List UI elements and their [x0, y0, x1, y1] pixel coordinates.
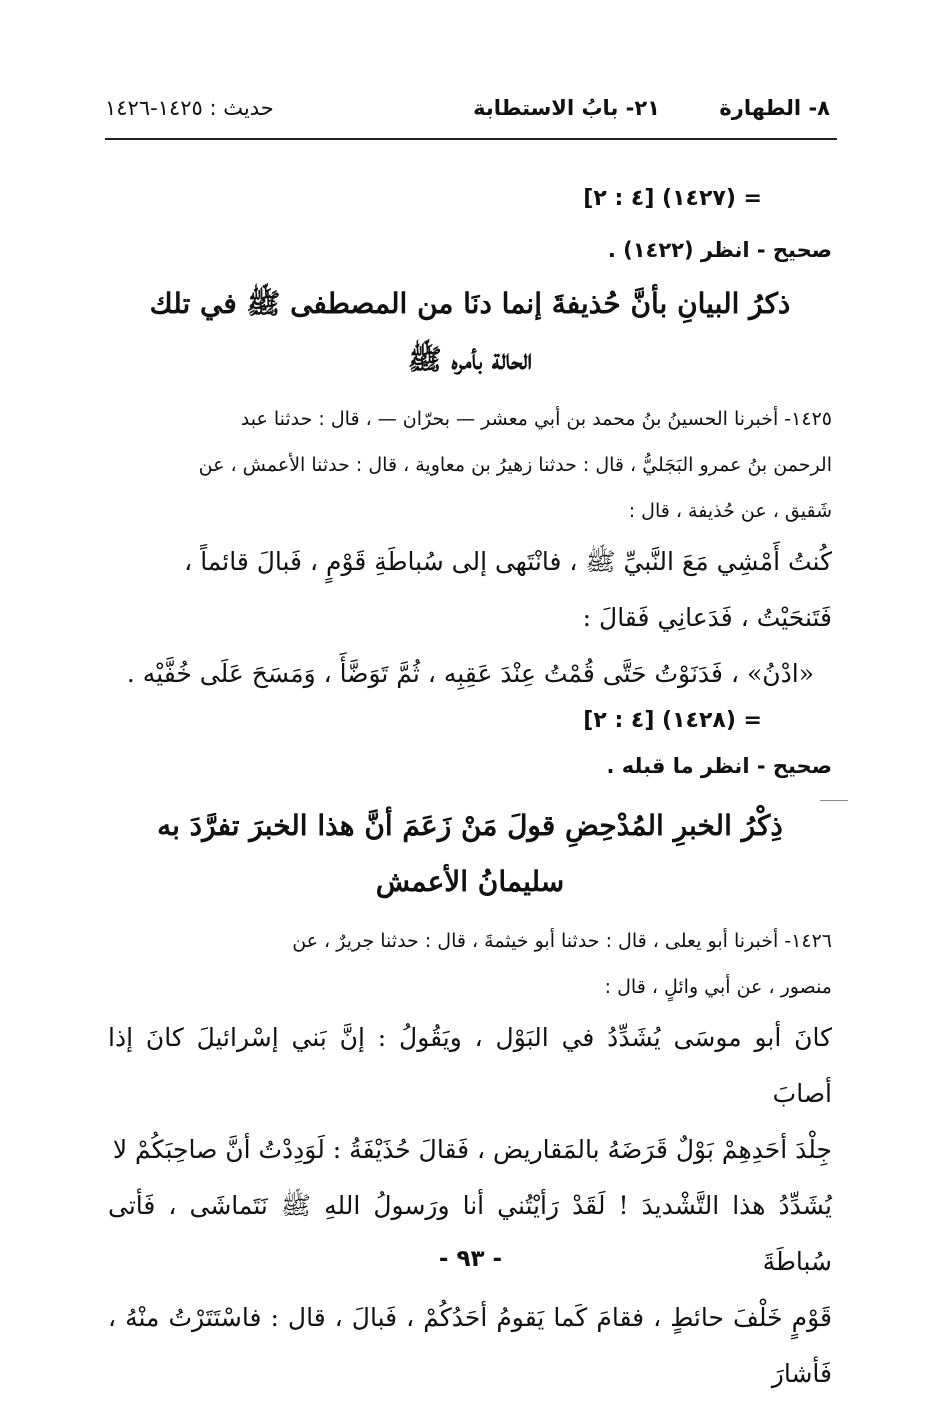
hadith-1425-isnad-line-3: شَقيق ، عن حُذيفة ، قال : — [628, 500, 832, 522]
reference-line-1427: = (١٤٢٧) [٤ : ٢] — [583, 186, 762, 211]
section-title-2 — [108, 798, 832, 910]
hadith-1426-matn-line-2: جِلْدَ أحَدِهِمْ بَوْلٌ قَرَضَهُ بالمَقاريض ، فَقالَ حُذَيْفَةُ : لَوَدِدْتُ أنَّ صاحِبَكُمْ لا — [112, 1135, 832, 1164]
header-bab: ٢١- بابُ الاستطابة — [473, 96, 660, 120]
hadith-1425-matn-line-3: «ادْنُ» ، فَدَنَوْتُ حَتَّى قُمْتُ عِنْدَ عَقِبِه ، ثُمَّ تَوَضَّأَ ، وَمَسَحَ عَلَى خُفَّيْه . — [126, 659, 814, 688]
hadith-1425-isnad-line-2: الرحمن بنُ عمرو البَجَليُّ ، قال : حدثنا زهيرُ بن معاوية ، قال : حدثنا الأعمش ، عن — [198, 454, 832, 476]
section-title-1-line-2: الحالة بأمره ﷺ — [407, 343, 533, 376]
page-body — [108, 180, 832, 1402]
section-title-2-line-1: ذِكْرُ الخبرِ المُدْحِضِ قولَ مَنْ زَعَمَ أنَّ هذا الخبرَ تفرَّدَ به — [157, 809, 783, 842]
hadith-1426-matn-line-3: يُشَدِّدُ هذا التَّشْديدَ ! لَقَدْ رَأيْتُني أنا ورَسولُ اللهِ ﷺ نَتَماشَى ، فَأتى سُباطَةَ — [108, 1191, 832, 1276]
hadith-1426-isnad-line-2: منصور ، عن أبي وائلٍ ، قال : — [604, 976, 832, 998]
section-title-1-line-1: ذكرُ البيانِ بأنَّ حُذيفةَ إنما دنَا من المصطفى ﷺ في تلك — [149, 287, 791, 320]
hadith-1426-matn-line-4: قَوْمٍ خَلْفَ حائطٍ ، فقامَ كَما يَقومُ أحَدُكُمْ ، فَبالَ ، قال : فاسْتَتَرْتُ منْهُ ، فَأشارَ — [108, 1303, 832, 1388]
hadith-1426 — [108, 918, 832, 1402]
section-title-1 — [108, 276, 832, 388]
hadith-1425-matn-line-1: كُنتُ أَمْشِي مَعَ النَّبيِّ ﷺ ، فانْتَهى إلى سُباطَةِ قَوْمٍ ، فَبالَ قائماً ، — [184, 547, 832, 576]
header-chapter: ٨- الطهارة — [719, 96, 830, 120]
hadith-1425 — [108, 396, 832, 702]
margin-dash — [820, 800, 848, 801]
header-divider — [105, 138, 837, 140]
grade-line-1: صحيح - انظر (١٤٢٢) . — [607, 238, 832, 262]
grade-line-2: صحيح - انظر ما قبله . — [606, 754, 832, 778]
header-hadith-range: حديث : ١٤٢٥-١٤٢٦ — [105, 96, 274, 120]
hadith-1426-isnad-line-1: ١٤٢٦- أخبرنا أبو يعلى ، قال : حدثنا أبو خيثمةَ ، قال : حدثنا جريرٌ ، عن — [292, 930, 832, 952]
reference-line-1428: = (١٤٢٨) [٤ : ٢] — [583, 708, 762, 733]
section-title-2-line-2: سليمانُ الأعمش — [375, 865, 565, 898]
hadith-1426-matn-line-1: كانَ أبو موسَى يُشَدِّدُ في البَوْل ، ويَقُولُ : إنَّ بَني إسْرائيلَ كانَ إذا أصابَ — [108, 1023, 832, 1108]
hadith-1425-isnad-line-1: ١٤٢٥- أخبرنا الحسينُ بنُ محمد بن أبي معشر — بحرّان — ، قال : حدثنا عبد — [240, 408, 832, 430]
running-header — [105, 92, 830, 126]
page-number: - ٩٣ - — [438, 1246, 503, 1272]
hadith-1425-matn-line-2: فَتَنحَيْتُ ، فَدَعانِي فَقالَ : — [582, 603, 832, 632]
